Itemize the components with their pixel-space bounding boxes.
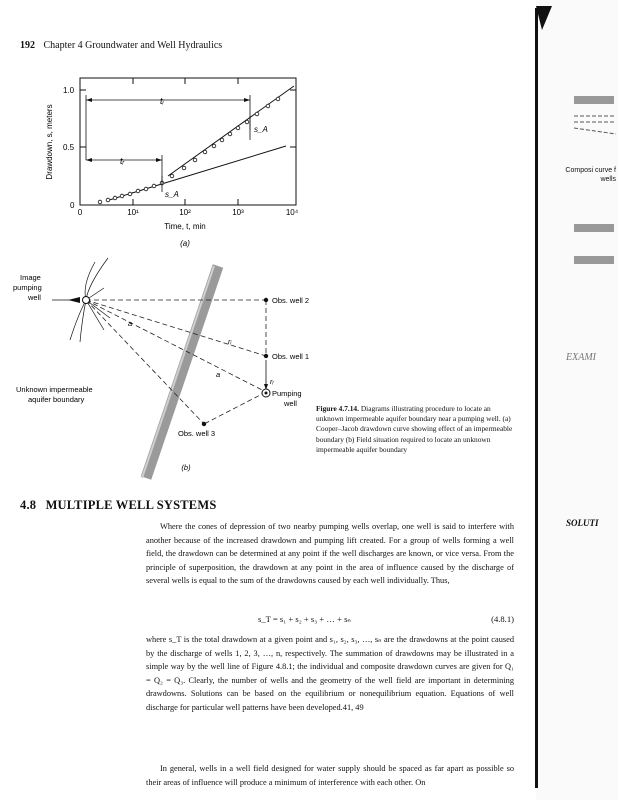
obs-well-3-label: Obs. well 3	[178, 429, 216, 438]
drawdown-data-points	[98, 97, 280, 204]
initial-slope-line	[106, 146, 286, 201]
section-title: MULTIPLE WELL SYSTEMS	[45, 498, 217, 512]
x-axis-label: Time, t, min	[164, 222, 206, 231]
margin-solution-text: SOLUTI	[566, 518, 599, 528]
spine-corner	[536, 0, 556, 40]
obs-well-2-icon	[264, 298, 268, 302]
y-tick: 0	[70, 201, 75, 210]
figure-a	[45, 78, 299, 248]
page-number: 192	[20, 40, 35, 51]
boundary-label: Unknown impermeable aquifer boundary	[16, 385, 93, 404]
margin-composite-text: Composi curve f wells	[565, 167, 616, 183]
ri-label: rᵢ	[228, 337, 232, 346]
margin-bar	[574, 96, 614, 104]
figure-b	[13, 258, 309, 478]
x-tick: 10²	[179, 208, 191, 217]
a-label-1: a	[128, 319, 133, 328]
boundary-highlight	[142, 266, 214, 478]
equation-number: (4.8.1)	[491, 614, 514, 624]
ti-label: tᵢ	[160, 96, 164, 106]
book-spine	[535, 8, 538, 788]
sa-upper-label: s_A	[254, 125, 268, 134]
obs-well-1-icon	[264, 354, 268, 358]
chapter-title: Chapter 4 Groundwater and Well Hydraulics	[43, 40, 223, 51]
pumping-well-label: Pumping well	[272, 389, 302, 408]
section-heading	[20, 498, 217, 513]
y-tick: 0.5	[63, 143, 75, 152]
section-number: 4.8	[20, 498, 37, 512]
tr-label: tᵣ	[120, 156, 125, 166]
plot-frame	[80, 78, 296, 205]
rr-label: rᵣ	[270, 377, 274, 386]
x-tick: 10³	[232, 208, 244, 217]
margin-lines	[572, 112, 616, 142]
image-well-label: Image pumping well	[13, 273, 42, 302]
image-well-icon	[83, 297, 90, 304]
panel-label-a: (a)	[180, 239, 190, 248]
margin-bar	[574, 256, 614, 264]
panel-label-b: (b)	[181, 463, 191, 472]
obs-well-2-label: Obs. well 2	[272, 296, 310, 305]
margin-example-text: EXAMI	[566, 352, 596, 363]
equation-text: s_T = s₁ + s₂ + s₃ + … + sₙ	[258, 614, 351, 624]
y-tick-labels	[63, 86, 75, 210]
a-label-2: a	[216, 370, 221, 379]
y-tick: 1.0	[63, 86, 75, 95]
obs-well-1-label: Obs. well 1	[272, 352, 310, 361]
caption-label: Figure 4.7.14.	[316, 404, 359, 413]
paragraph-2: where s_T is the total drawdown at a given point and s₁, s₂, s₃, …, sₙ are the drawdowns at the point caused by the discharge of wells 1, 2, 3, …, n, respectively. The summation of drawdowns may be illustrated in a simple way by the well line of Figure 4.8.1; the individual and composite drawdown curves are given for Q₁ = Q₂ = Q₃. Clearly, the number of wells and the geometry of the well field are important in determining drawdowns. Solutions can be based on the equilibrium or nonequilibrium equation. Equations of well discharge for particular well patterns have been developed.41, 49	[146, 635, 514, 712]
paragraph-1: Where the cones of depression of two nearby pumping wells overlap, one well is said to interfere with another because of the increased drawdown and pumping lift created. For a group of wells forming a well field, the drawdown can be determined at any point if the well discharges are known, or vice versa. From the principle of superposition, the drawdown at any point in the area of influence caused by the discharge of several wells is equal to the sum of the drawdowns caused by each well individually. Thus,	[146, 522, 514, 585]
x-tick-labels	[78, 208, 299, 217]
obs-well-3-icon	[202, 422, 206, 426]
impermeable-boundary-strip	[146, 266, 221, 478]
sa-lower-label: s_A	[165, 190, 179, 199]
x-tick: 0	[77, 208, 83, 217]
caption-text: Diagrams illustrating procedure to locate an unknown impermeable aquifer boundary near a pumping well. (a) Cooper–Jacob drawdown curve showing effect of an impermeable boundary (b) Field situation required to locate an unknown impermeable aquifer boundary	[316, 404, 513, 454]
y-axis-label: Drawdown, s, meters	[45, 104, 54, 180]
figure-caption	[316, 404, 514, 455]
x-tick: 10⁴	[285, 208, 299, 217]
paragraph-3: In general, wells in a well field designed for water supply should be spaced as far apart as possible so their areas of influence will produce a minimum of interference with each other. On	[146, 764, 514, 787]
margin-bar	[574, 224, 614, 232]
x-tick: 10¹	[127, 208, 139, 217]
